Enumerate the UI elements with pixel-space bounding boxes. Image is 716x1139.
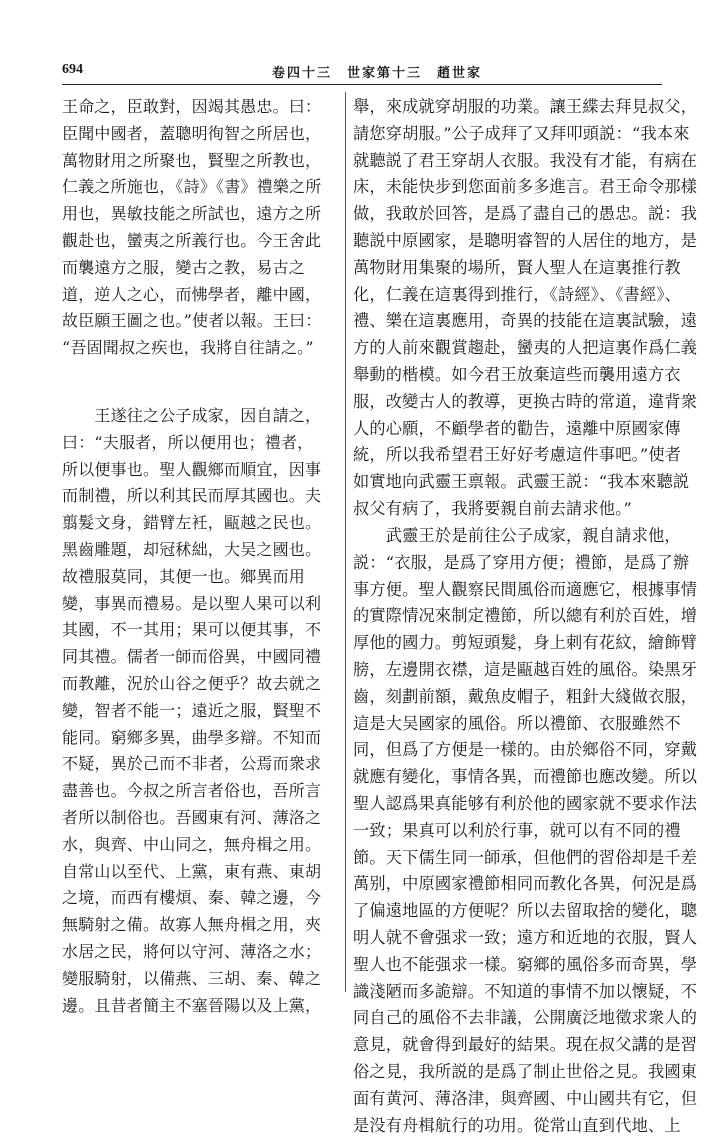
translation-paragraph-1: 舉，來成就穿胡服的功業。讓王緤去拜見叔父， 請您穿胡服。”公子成拜了又拜叩頭説：“我本來 就聽説了君王穿胡人衣服。我没有才能，有病在 床，未能快步到您面前多多進言。君王命令那樣 做，我敢於回答，是爲了盡自己的愚忠。説：我 聽説中原國家，是聰明睿智的人居住的地方，是 萬物財用集聚的場所，賢人聖人在這裏推行教 化，仁義在這裏得到推行，《詩經》、《書經》、 禮、樂在這裏應用，奇異的技能在這裏試驗，遠 方的人前來觀賞趨赴，蠻夷的人把這裏作爲仁義 舉動的楷模。如今君王放棄這些而襲用遠方衣 服，改變古人的教導，更换古時的常道，違背衆 人的心願，不顧學者的勸告，遠離中原國家傳 統，所以我希望君王好好考慮這件事吧。”使者 如實地向武靈王禀報。武靈王説：“我本來聽説 叔父有病了，我將要親自前去請求他。” xyxy=(353,97,698,518)
header-rule xyxy=(62,84,662,85)
running-head: 卷四十三 世家第十三 趙世家 xyxy=(272,66,483,81)
column-divider xyxy=(345,92,346,992)
page-header xyxy=(62,62,662,82)
translation-paragraph-2: 武靈王於是前往公子成家，親自請求他， 説：“衣服，是爲了穿用方便；禮節，是爲了辦 事方便。聖人觀察民間風俗而適應它，根據事情 的實際情况來制定禮節，所以總有利於百姓，增 厚他的國力。剪短頭髮，身上刺有花紋，繪飾臂 膀，左邊開衣襟，這是甌越百姓的風俗。染黑牙 齒，刻劃前額，戴魚皮帽子，粗針大綫做衣服， 這是大吴國家的風俗。所以禮節、衣服雖然不 同，但爲了方便是一樣的。由於鄉俗不同，穿戴 就應有變化，事情各異，而禮節也應改變。所以 聖人認爲果真能够有利於他的國家就不要求作法 一致；果真可以利於行事，就可以有不同的禮 節。天下儒生同一師承，但他們的習俗却是千差 萬别，中原國家禮節相同而教化各異，何況是爲 了偏遠地區的方便呢？所以去留取捨的變化，聰 明人就不會强求一致；遠方和近地的衣服，賢人 聖人也不能强求一樣。窮鄉的風俗多而奇異，學 識淺陋而多詭辯。不知道的事情不加以懷疑，不 同自己的風俗不去非議，公開廣泛地徵求衆人的 意見，就會得到最好的結果。現在叔父講的是習 俗之見，我所説的是爲了制止世俗之見。我國東 面有黄河、薄洛津，與齊國、中山國共有它，但 是没有舟楫航行的功用。從常山直到代地、上 xyxy=(353,526,698,1135)
classical-text-paragraph-2: 王遂往之公子成家，因自請之， 曰：“夫服者，所以便用也；禮者， 所以便事也。聖人觀鄉而順宜，因事 而制禮，所以利其民而厚其國也。夫 翦髮文身，錯臂左衽，甌越之民也。 黑齒雕題，却冠秫絀，大吴之國也。 故禮服莫同，其便一也。鄉異而用 變，事異而禮易。是以聖人果可以利 其國，不一其用；果可以便其事，不 同其禮。儒者一師而俗異，中國同禮 而教離，況於山谷之便乎？故去就之 變，智者不能一；遠近之服，賢聖不 能同。窮鄉多異，曲學多辯。不知而 不疑，異於己而不非者，公焉而衆求 盡善也。今叔之所言者俗也，吾所言 者所以制俗也。吾國東有河、薄洛之 水，與齊、中山同之，無舟楫之用。 自常山以至代、上黨，東有燕、東胡 之境，而西有樓煩、秦、韓之邊，今 無騎射之備。故寡人無舟楫之用，夾 水居之民，將何以守河、薄洛之水； 變服騎射，以備燕、三胡、秦、韓之 邊。且昔者簡主不塞晉陽以及上黨， xyxy=(62,406,322,1015)
classical-text-paragraph-1: 王命之，臣敢對，因竭其愚忠。曰： 臣聞中國者，蓋聰明徇智之所居也， 萬物財用之所聚也，賢聖之所教也， 仁義之所施也，《詩》《書》禮樂之所 用也，異敏技能之所試也，遠方之所 觀赴也，蠻夷之所義行也。今王舍此 而襲遠方之服，變古之教，易古之 道，逆人之心，而怫學者，離中國， 故臣願王圖之也。”使者以報。王曰： “吾固聞叔之疾也，我將自往請之。” xyxy=(62,97,322,358)
page-number: 694 xyxy=(62,62,83,77)
